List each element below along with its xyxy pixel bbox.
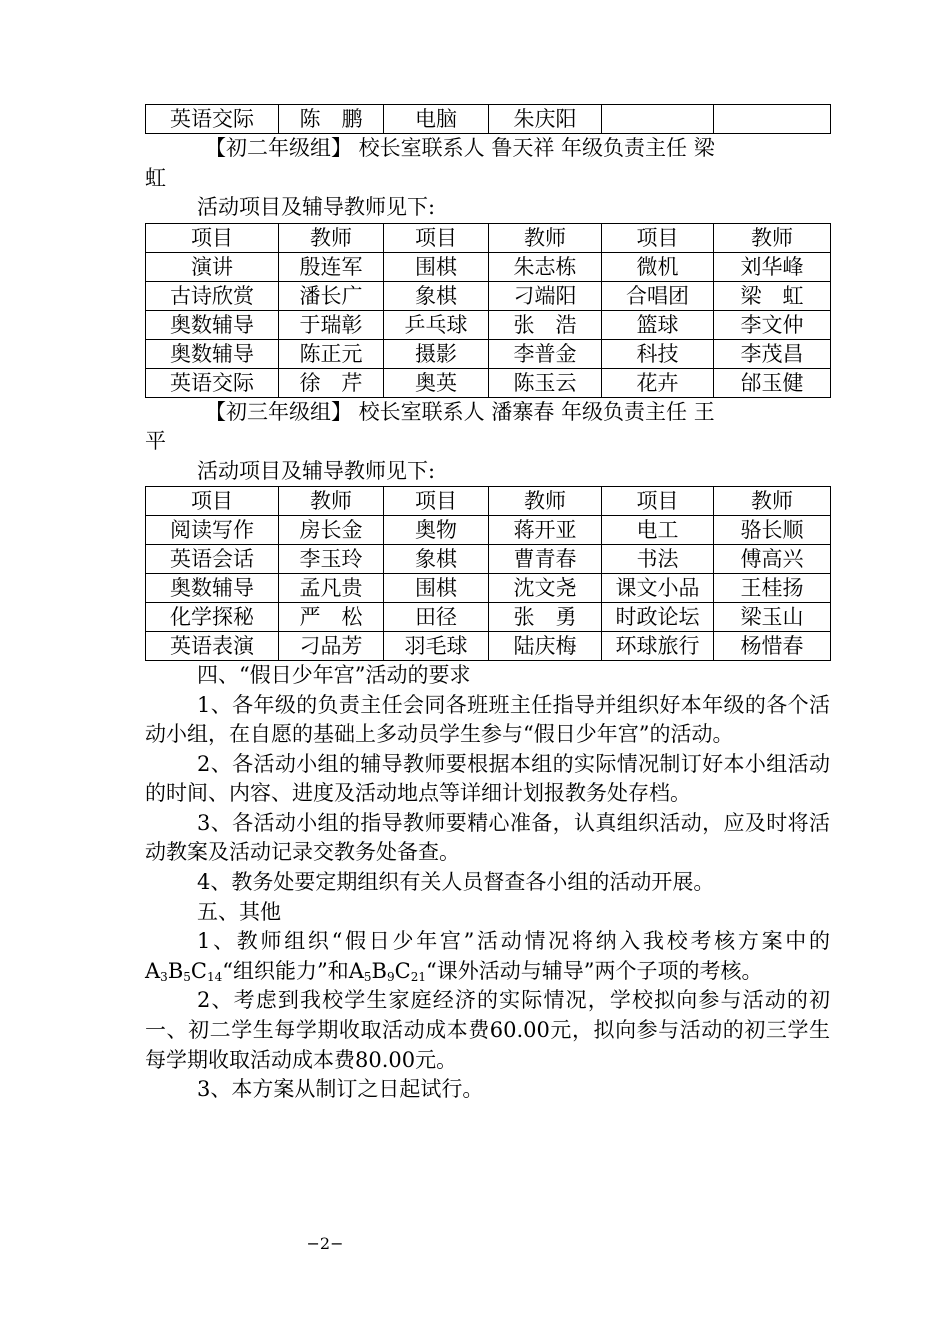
table-cell: 象棋: [384, 281, 489, 310]
table-cell: 沈文尧: [489, 574, 602, 603]
table-row: [146, 339, 831, 368]
table-cell: 梁玉山: [714, 603, 831, 632]
table-cell: 电工: [602, 516, 714, 545]
table-cell: 乒乓球: [384, 310, 489, 339]
table-cell: 阅读写作: [146, 516, 279, 545]
table-row: [146, 632, 831, 661]
section5-item-2: 2、考虑到我校学生家庭经济的实际情况，学校拟向参与活动的初一、初二学生每学期收取活动成本费60.00元，拟向参与活动的初三学生每学期收取活动成本费80.00元。: [145, 988, 830, 1072]
table-cell: 陆庆梅: [489, 632, 602, 661]
table-header-cell: 教师: [714, 223, 831, 252]
table-cell: 英语交际: [146, 105, 279, 134]
table-row: [146, 545, 831, 574]
table-cell: 课文小品: [602, 574, 714, 603]
table-cell: 徐 芹: [279, 368, 384, 397]
table-header-cell: 教师: [279, 223, 384, 252]
table-cell: 奥物: [384, 516, 489, 545]
grade2-list-intro: 活动项目及辅导教师见下:: [197, 195, 436, 219]
table-header-cell: 项目: [384, 487, 489, 516]
section4-item-4: 4、教务处要定期组织有关人员督查各小组的活动开展。: [197, 870, 715, 895]
table-cell: 田径: [384, 603, 489, 632]
table-cell: 时政论坛: [602, 603, 714, 632]
table-header-row: [146, 223, 831, 252]
table-cell: 潘长广: [279, 281, 384, 310]
table-cell: 花卉: [602, 368, 714, 397]
table-row: [146, 574, 831, 603]
table-cell: 傅高兴: [714, 545, 831, 574]
table-cell: 微机: [602, 252, 714, 281]
table-cell: 科技: [602, 339, 714, 368]
table-cell: 刁品芳: [279, 632, 384, 661]
table-cell: 蒋开亚: [489, 516, 602, 545]
table-cell: 李茂昌: [714, 339, 831, 368]
table-cell: 李文仲: [714, 310, 831, 339]
table-cell: [714, 105, 831, 134]
table-cell: 骆长顺: [714, 516, 831, 545]
table-header-cell: 教师: [489, 223, 602, 252]
grade2-heading: 【初二年级组】 校长室联系人 鲁天祥 年级负责主任 梁: [205, 136, 715, 160]
table-cell: 英语交际: [146, 368, 279, 397]
section5-title: 五、其他: [197, 899, 281, 924]
table-row: [146, 516, 831, 545]
grade2-heading-wrap: 虹: [145, 165, 166, 190]
table-cell: 杨惜春: [714, 632, 831, 661]
table-header-cell: 项目: [602, 223, 714, 252]
table-cell: 英语表演: [146, 632, 279, 661]
table-cell: 奥数辅导: [146, 339, 279, 368]
table-cell: 电脑: [384, 105, 489, 134]
grade3-list-intro: 活动项目及辅导教师见下:: [197, 458, 436, 483]
grade3-heading-wrap: 平: [145, 429, 166, 453]
table-cell: 刘华峰: [714, 252, 831, 281]
table-row: [146, 252, 831, 281]
table-cell: 象棋: [384, 545, 489, 574]
table-cell: 古诗欣赏: [146, 281, 279, 310]
table-header-cell: 项目: [146, 487, 279, 516]
document-body: [145, 104, 830, 1105]
table-cell: 殷连军: [279, 252, 384, 281]
table-cell: 环球旅行: [602, 632, 714, 661]
grade3-table: [145, 486, 831, 661]
table-cell: 陈玉云: [489, 368, 602, 397]
table-row: [146, 310, 831, 339]
table-header-cell: 教师: [489, 487, 602, 516]
assessment-code-1: $A_3B_5C_{14}$: [145, 958, 223, 984]
section4-item-3: 3、各活动小组的指导教师要精心准备，认真组织活动，应及时将活动教案及活动记录交教务处备查。: [145, 810, 830, 865]
section5-item1-mid: “组织能力”和: [222, 958, 349, 983]
table-header-row: [146, 487, 831, 516]
table-cell: 羽毛球: [384, 632, 489, 661]
table-cell: 于瑞彰: [279, 310, 384, 339]
grade1-table-continued: [145, 104, 831, 134]
table-cell: 书法: [602, 545, 714, 574]
table-cell: 化学探秘: [146, 603, 279, 632]
table-cell: 梁 虹: [714, 281, 831, 310]
table-cell: 陈 鹏: [279, 105, 384, 134]
grade2-table: [145, 223, 831, 398]
table-cell: 篮球: [602, 310, 714, 339]
table-cell: 刁端阳: [489, 281, 602, 310]
section4-item-1: 1、各年级的负责主任会同各班班主任指导并组织好本年级的各个活动小组，在自愿的基础上多动员学生参与“假日少年宫”的活动。: [145, 692, 830, 747]
section4-title: 四、“假日少年宫”活动的要求: [197, 663, 471, 687]
table-cell: 演讲: [146, 252, 279, 281]
table-header-cell: 项目: [602, 487, 714, 516]
section4-item-2: 2、各活动小组的辅导教师要根据本组的实际情况制订好本小组活动的时间、内容、进度及活动地点等详细计划报教务处存档。: [145, 751, 830, 806]
table-cell: 朱庆阳: [489, 105, 602, 134]
table-cell: 李玉玲: [279, 545, 384, 574]
table-header-cell: 教师: [714, 487, 831, 516]
section5-item-3: 3、本方案从制订之日起试行。: [197, 1077, 484, 1102]
table-cell: 围棋: [384, 252, 489, 281]
table-cell: 张 勇: [489, 603, 602, 632]
table-header-cell: 项目: [384, 223, 489, 252]
table-cell: 奥英: [384, 368, 489, 397]
table-header-cell: 项目: [146, 223, 279, 252]
table-cell: 围棋: [384, 574, 489, 603]
table-cell: 李普金: [489, 339, 602, 368]
table-cell: [602, 105, 714, 134]
table-header-cell: 教师: [279, 487, 384, 516]
table-row: [146, 603, 831, 632]
table-cell: 陈正元: [279, 339, 384, 368]
table-cell: 摄影: [384, 339, 489, 368]
table-cell: 王桂扬: [714, 574, 831, 603]
section5-item1-post: “课外活动与辅导”两个子项的考核。: [425, 958, 763, 983]
table-row: [146, 281, 831, 310]
table-cell: 严 松: [279, 603, 384, 632]
table-cell: 房长金: [279, 516, 384, 545]
table-cell: 曹青春: [489, 545, 602, 574]
grade3-heading: 【初三年级组】 校长室联系人 潘寨春 年级负责主任 王: [205, 399, 715, 424]
table-row: [146, 368, 831, 397]
table-cell: 朱志栋: [489, 252, 602, 281]
table-cell: 张 浩: [489, 310, 602, 339]
table-cell: 英语会话: [146, 545, 279, 574]
table-cell: 奥数辅导: [146, 574, 279, 603]
table-row: [146, 105, 831, 134]
section5-item1-pre: 1、教师组织“假日少年宫”活动情况将纳入我校考核方案中的: [197, 929, 830, 954]
table-cell: 孟凡贵: [279, 574, 384, 603]
section5-item-1: [145, 927, 830, 986]
table-cell: 邰玉健: [714, 368, 831, 397]
table-cell: 合唱团: [602, 281, 714, 310]
table-cell: 奥数辅导: [146, 310, 279, 339]
assessment-code-2: $A_5B_9C_{21}$: [348, 958, 426, 984]
page-number: −2−: [306, 1234, 344, 1253]
